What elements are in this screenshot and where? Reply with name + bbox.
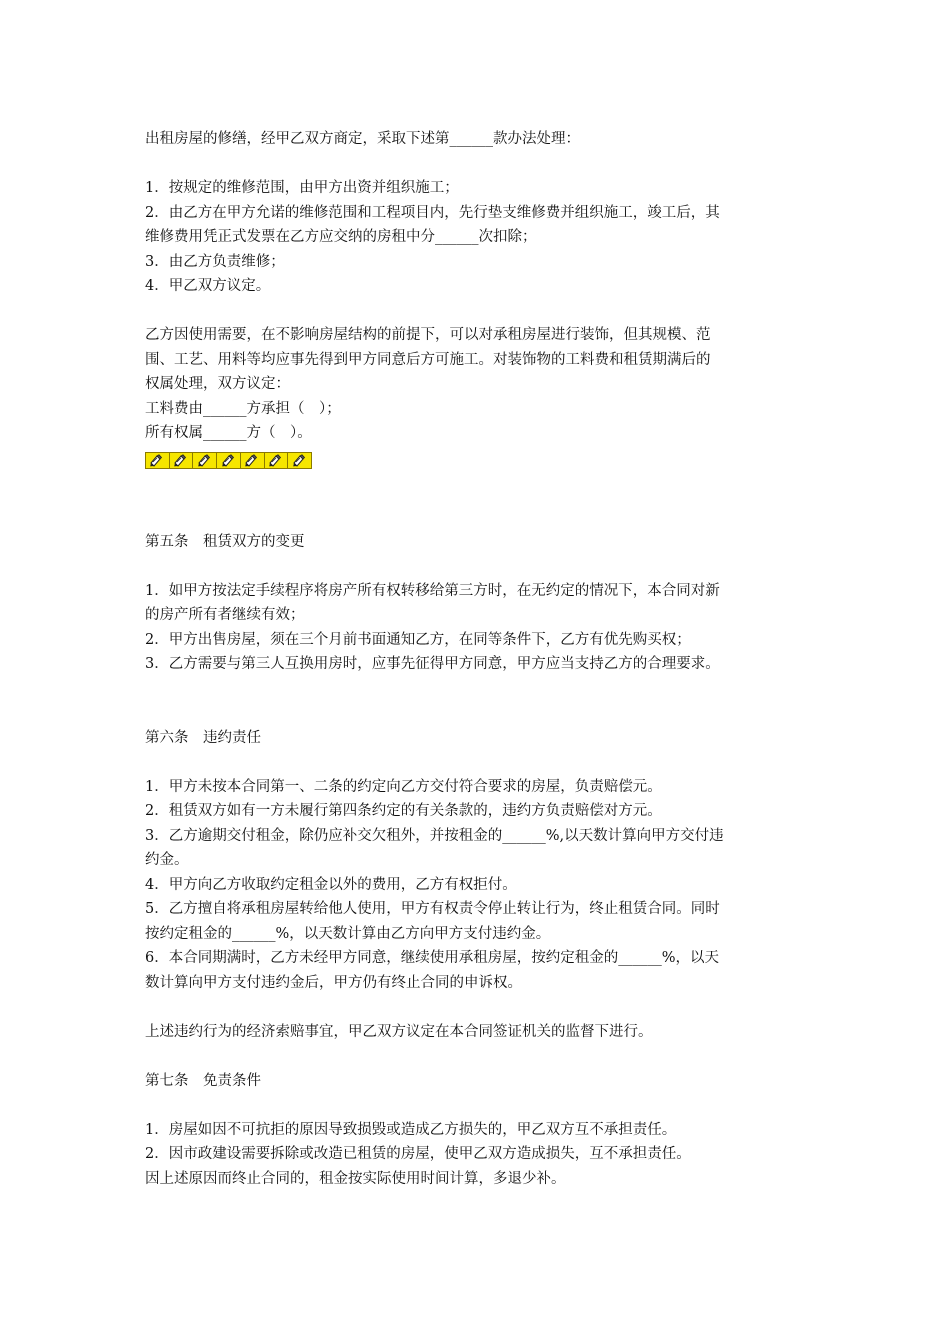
repair-item: 1．按规定的维修范围，由甲方出资并组织施工； [145, 180, 459, 196]
list-item: 约金。 [145, 852, 189, 868]
article-7-title: 第七条 免责条件 [145, 1072, 261, 1089]
article-5-title: 第五条 租赁双方的变更 [145, 533, 305, 550]
article-6-items [145, 775, 810, 996]
contract-body [145, 127, 810, 1191]
list-item: 数计算向甲方支付违约金后，甲方仍有终止合同的申诉权。 [145, 974, 522, 991]
pencil-note-icon [193, 453, 217, 468]
list-item: 2．甲方出售房屋，须在三个月前书面通知乙方，在同等条件下，乙方有优先购买权； [145, 631, 691, 648]
article-6-title: 第六条 违约责任 [145, 729, 261, 746]
list-item: 2．因市政建设需要拆除或改造已租赁的房屋，使甲乙双方造成损失，互不承担责任。 [145, 1146, 691, 1162]
list-item: 因上述原因而终止合同的，租金按实际使用时间计算，多退少补。 [145, 1170, 566, 1187]
decorative-divider [145, 452, 312, 469]
decoration-line: 所有权属______方（ ）。 [145, 425, 312, 441]
list-item: 4．甲方向乙方收取约定租金以外的费用，乙方有权拒付。 [145, 876, 517, 893]
decoration-line: 围、工艺、用料等均应事先得到甲方同意后方可施工。对装饰物的工料费和租赁期满后的 [145, 351, 711, 368]
list-item: 的房产所有者继续有效； [145, 607, 305, 623]
list-item: 6．本合同期满时，乙方未经甲方同意，继续使用承租房屋，按约定租金的______%，以天 [145, 950, 719, 966]
list-item: 3．乙方逾期交付租金，除仍应补交欠租外，并按租金的______%,以天数计算向甲方交付违 [145, 827, 724, 844]
article-6-closing: 上述违约行为的经济索赔事宜，甲乙双方议定在本合同签证机关的监督下进行。 [145, 1023, 653, 1040]
pencil-note-icon [170, 453, 194, 468]
decoration-line: 工料费由______方承担（ ）； [145, 400, 341, 417]
list-item: 2．租赁双方如有一方未履行第四条约定的有关条款的，违约方负责赔偿对方元。 [145, 803, 662, 819]
list-item: 1．甲方未按本合同第一、二条的约定向乙方交付符合要求的房屋，负责赔偿元。 [145, 778, 662, 795]
list-item: 1．如甲方按法定手续程序将房产所有权转移给第三方时，在无约定的情况下，本合同对新 [145, 582, 720, 599]
repair-item: 3．由乙方负责维修； [145, 253, 285, 270]
article-5-items [145, 579, 810, 677]
list-item: 1．房屋如因不可抗拒的原因导致损毁或造成乙方损失的，甲乙双方互不承担责任。 [145, 1121, 677, 1138]
list-item: 5．乙方擅自将承租房屋转给他人使用，甲方有权责令停止转让行为，终止租赁合同。同时 [145, 901, 720, 917]
pencil-note-icon [241, 453, 265, 468]
decoration-line: 权属处理，双方议定： [145, 376, 290, 392]
repair-item: 维修费用凭正式发票在乙方应交纳的房租中分______次扣除； [145, 229, 537, 245]
decoration-line: 乙方因使用需要，在不影响房屋结构的前提下，可以对承租房屋进行装饰，但其规模、范 [145, 327, 711, 343]
list-item: 按约定租金的______%，以天数计算由乙方向甲方支付违约金。 [145, 925, 551, 942]
pencil-note-icon [265, 453, 289, 468]
repair-items [145, 176, 810, 299]
decoration-clause [145, 323, 810, 446]
article-7-items [145, 1118, 810, 1192]
pencil-note-icon [217, 453, 241, 468]
repair-item: 4．甲乙双方议定。 [145, 278, 271, 294]
repair-item: 2．由乙方在甲方允诺的维修范围和工程项目内，先行垫支维修费并组织施工，竣工后，其 [145, 204, 720, 221]
pencil-note-icon [288, 453, 311, 468]
pencil-note-icon [146, 453, 170, 468]
list-item: 3．乙方需要与第三人互换用房时，应事先征得甲方同意，甲方应当支持乙方的合理要求。 [145, 656, 720, 672]
repair-intro: 出租房屋的修缮，经甲乙双方商定，采取下述第______款办法处理： [145, 131, 580, 147]
